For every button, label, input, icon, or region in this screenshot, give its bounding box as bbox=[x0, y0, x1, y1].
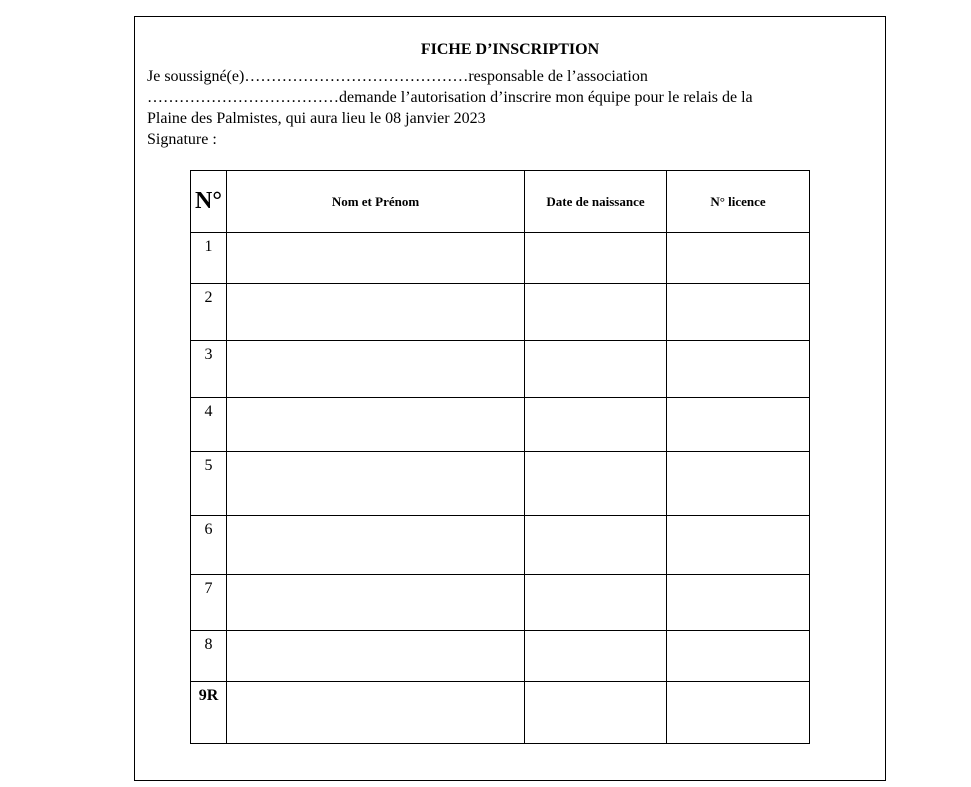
row-number: 1 bbox=[191, 233, 227, 284]
name-cell[interactable] bbox=[227, 575, 525, 631]
birthdate-cell[interactable] bbox=[525, 682, 667, 744]
license-cell[interactable] bbox=[667, 516, 810, 575]
license-cell[interactable] bbox=[667, 284, 810, 341]
intro-statement bbox=[147, 66, 872, 150]
table-row bbox=[191, 284, 810, 341]
row-number: 4 bbox=[191, 398, 227, 452]
license-cell[interactable] bbox=[667, 341, 810, 398]
header-name: Nom et Prénom bbox=[227, 171, 525, 233]
license-cell[interactable] bbox=[667, 682, 810, 744]
table-row bbox=[191, 398, 810, 452]
birthdate-cell[interactable] bbox=[525, 452, 667, 516]
birthdate-cell[interactable] bbox=[525, 398, 667, 452]
row-number: 5 bbox=[191, 452, 227, 516]
intro-line-2: ………………………………demande l’autorisation d’inscrire mon équipe pour le relais de la bbox=[147, 89, 753, 106]
form-title: FICHE D’INSCRIPTION bbox=[420, 41, 600, 58]
table-row bbox=[191, 575, 810, 631]
birthdate-cell[interactable] bbox=[525, 575, 667, 631]
header-birthdate: Date de naissance bbox=[525, 171, 667, 233]
name-cell[interactable] bbox=[227, 233, 525, 284]
row-number: 9R bbox=[191, 682, 227, 744]
license-cell[interactable] bbox=[667, 398, 810, 452]
license-cell[interactable] bbox=[667, 452, 810, 516]
license-cell[interactable] bbox=[667, 631, 810, 682]
name-cell[interactable] bbox=[227, 341, 525, 398]
registration-form-page bbox=[134, 16, 886, 781]
intro-line-1: Je soussigné(e)……………………………………responsable de l’association bbox=[147, 68, 648, 85]
registration-table bbox=[190, 170, 810, 744]
header-num: N° bbox=[191, 171, 227, 233]
table-row bbox=[191, 631, 810, 682]
table-row bbox=[191, 341, 810, 398]
license-cell[interactable] bbox=[667, 575, 810, 631]
birthdate-cell[interactable] bbox=[525, 233, 667, 284]
name-cell[interactable] bbox=[227, 631, 525, 682]
header-license: N° licence bbox=[667, 171, 810, 233]
row-number: 6 bbox=[191, 516, 227, 575]
name-cell[interactable] bbox=[227, 516, 525, 575]
table-row bbox=[191, 682, 810, 744]
name-cell[interactable] bbox=[227, 452, 525, 516]
signature-label: Signature : bbox=[147, 131, 217, 148]
row-number: 7 bbox=[191, 575, 227, 631]
birthdate-cell[interactable] bbox=[525, 341, 667, 398]
table-header-row bbox=[191, 171, 810, 233]
row-number: 8 bbox=[191, 631, 227, 682]
row-number: 2 bbox=[191, 284, 227, 341]
table-row bbox=[191, 452, 810, 516]
birthdate-cell[interactable] bbox=[525, 516, 667, 575]
row-number: 3 bbox=[191, 341, 227, 398]
intro-line-3: Plaine des Palmistes, qui aura lieu le 08 janvier 2023 bbox=[147, 110, 486, 127]
name-cell[interactable] bbox=[227, 398, 525, 452]
table-row bbox=[191, 233, 810, 284]
birthdate-cell[interactable] bbox=[525, 284, 667, 341]
birthdate-cell[interactable] bbox=[525, 631, 667, 682]
name-cell[interactable] bbox=[227, 682, 525, 744]
license-cell[interactable] bbox=[667, 233, 810, 284]
name-cell[interactable] bbox=[227, 284, 525, 341]
table-row bbox=[191, 516, 810, 575]
